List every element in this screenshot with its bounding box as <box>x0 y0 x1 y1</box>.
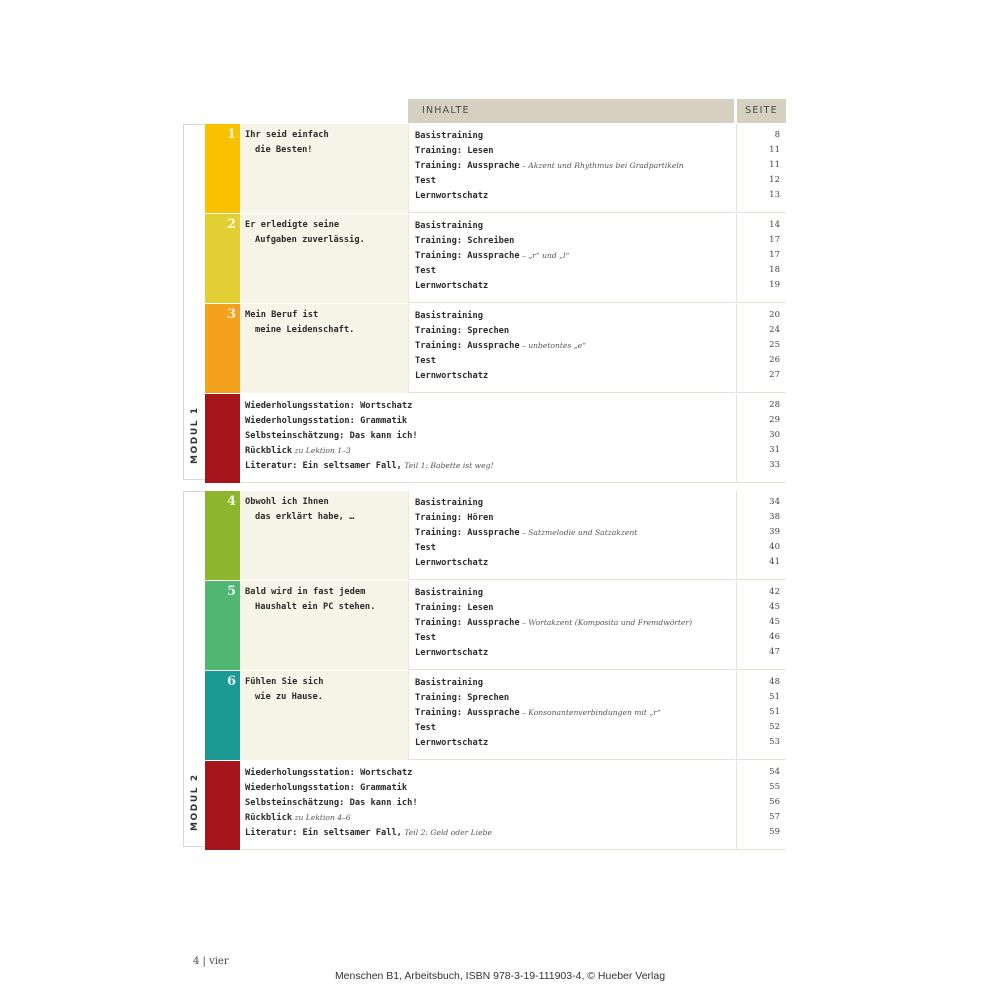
toc-entry[interactable] <box>415 630 735 645</box>
toc-entry[interactable] <box>245 413 736 428</box>
entry-label: Wiederholungsstation: Grammatik <box>245 783 408 793</box>
toc-entry[interactable] <box>415 510 735 525</box>
lesson-contents <box>408 491 735 580</box>
entry-label: Training: Aussprache <box>415 341 520 351</box>
lesson-block <box>205 304 786 393</box>
entry-subtitle: – „r“ und „l“ <box>519 251 570 260</box>
entry-label: Basistraining <box>415 311 483 321</box>
entry-label: Selbsteinschätzung: Das kann ich! <box>245 798 418 808</box>
toc-entry[interactable] <box>245 765 736 780</box>
lesson-color-strip <box>205 491 240 580</box>
toc-entry[interactable] <box>415 600 735 615</box>
review-contents <box>240 761 736 850</box>
lesson-number: 2 <box>226 217 236 232</box>
entry-label: Training: Hören <box>415 513 494 523</box>
lesson-color-strip <box>205 214 240 303</box>
entry-page: 26 <box>769 355 780 365</box>
entry-page: 18 <box>769 265 780 275</box>
entry-subtitle: – Satzmelodie und Satzakzent <box>519 528 638 537</box>
review-pages <box>736 394 786 483</box>
entry-subtitle: Teil 2: Geld oder Liebe <box>401 828 492 837</box>
entry-label: Training: Schreiben <box>415 236 515 246</box>
lesson-color-strip <box>205 304 240 393</box>
entry-label: Literatur: Ein seltsamer Fall, <box>245 461 402 471</box>
entry-page: 28 <box>769 400 780 410</box>
entry-page: 57 <box>769 812 780 822</box>
entry-label: Training: Aussprache <box>415 618 520 628</box>
toc-entry[interactable] <box>245 428 736 443</box>
lesson-contents <box>408 124 735 213</box>
lesson-block <box>205 214 786 303</box>
toc-entry[interactable] <box>415 278 735 293</box>
toc-entry[interactable] <box>415 323 735 338</box>
toc-entry[interactable] <box>245 443 736 458</box>
entry-page: 38 <box>769 512 780 522</box>
lesson-title <box>240 214 408 303</box>
toc-entry[interactable] <box>415 218 735 233</box>
review-block <box>205 394 786 483</box>
toc-entry[interactable] <box>415 540 735 555</box>
toc-entry[interactable] <box>415 173 735 188</box>
entry-page: 55 <box>769 782 780 792</box>
lesson-pages <box>736 214 786 303</box>
entry-label: Lernwortschatz <box>415 738 489 748</box>
entry-page: 29 <box>769 415 780 425</box>
lesson-color-strip <box>205 124 240 213</box>
toc-entry[interactable] <box>415 128 735 143</box>
lesson-title <box>240 491 408 580</box>
toc-entry[interactable] <box>415 233 735 248</box>
entry-label: Training: Aussprache <box>415 708 520 718</box>
toc-entry[interactable] <box>245 780 736 795</box>
entry-page: 46 <box>769 632 780 642</box>
toc-entry[interactable] <box>415 353 735 368</box>
entry-label: Basistraining <box>415 221 483 231</box>
lesson-number: 1 <box>226 127 236 142</box>
entry-subtitle: zu Lektion 1–3 <box>292 446 351 455</box>
lesson-pages <box>736 124 786 213</box>
entry-label: Selbsteinschätzung: Das kann ich! <box>245 431 418 441</box>
entry-subtitle: zu Lektion 4–6 <box>292 813 351 822</box>
review-block <box>205 761 786 850</box>
lesson-title-line: wie zu Hause. <box>255 691 323 702</box>
entry-page: 13 <box>769 190 780 200</box>
lesson-title <box>240 124 408 213</box>
entry-subtitle: – Konsonantenverbindungen mit „r“ <box>519 708 661 717</box>
lesson-pages <box>736 581 786 670</box>
toc-entry[interactable] <box>415 690 735 705</box>
lesson-title-line: die Besten! <box>255 144 313 155</box>
toc-entry[interactable] <box>415 615 735 630</box>
module-label: MODUL 1 <box>190 406 200 464</box>
entry-page: 47 <box>769 647 780 657</box>
entry-page: 51 <box>769 707 780 717</box>
toc-entry[interactable] <box>415 645 735 660</box>
entry-label: Training: Sprechen <box>415 693 510 703</box>
toc-entry[interactable] <box>245 810 736 825</box>
page-number: 4 | vier <box>193 956 229 967</box>
lesson-contents <box>408 214 735 303</box>
entry-page: 17 <box>769 235 780 245</box>
entry-label: Wiederholungsstation: Grammatik <box>245 416 408 426</box>
entry-page: 17 <box>769 250 780 260</box>
lesson-color-strip <box>205 581 240 670</box>
entry-page: 25 <box>769 340 780 350</box>
entry-page: 56 <box>769 797 780 807</box>
toc-entry[interactable] <box>415 675 735 690</box>
entry-label: Training: Lesen <box>415 146 494 156</box>
lesson-contents <box>408 304 735 393</box>
entry-label: Wiederholungsstation: Wortschatz <box>245 768 413 778</box>
entry-page: 48 <box>769 677 780 687</box>
lesson-number: 4 <box>226 494 236 509</box>
toc-entry[interactable] <box>245 398 736 413</box>
toc-entry[interactable] <box>415 308 735 323</box>
entry-subtitle: – Akzent und Rhythmus bei Gradpartikeln <box>519 161 684 170</box>
entry-page: 53 <box>769 737 780 747</box>
lesson-title-line: das erklärt habe, … <box>255 511 355 522</box>
entry-label: Basistraining <box>415 588 483 598</box>
toc-entry[interactable] <box>415 555 735 570</box>
module-label: MODUL 2 <box>190 773 200 831</box>
lesson-number: 5 <box>226 584 236 599</box>
entry-label: Lernwortschatz <box>415 191 489 201</box>
lesson-number: 3 <box>226 307 236 322</box>
toc-entry[interactable] <box>415 368 735 383</box>
entry-page: 45 <box>769 602 780 612</box>
entry-page: 12 <box>769 175 780 185</box>
entry-page: 24 <box>769 325 780 335</box>
lesson-block <box>205 491 786 580</box>
entry-page: 41 <box>769 557 780 567</box>
entry-label: Test <box>415 723 436 733</box>
entry-page: 59 <box>769 827 780 837</box>
lesson-title-line: meine Leidenschaft. <box>255 324 355 335</box>
toc-entry[interactable] <box>415 705 735 720</box>
entry-page: 51 <box>769 692 780 702</box>
entry-page: 54 <box>769 767 780 777</box>
lesson-contents <box>408 581 735 670</box>
entry-page: 30 <box>769 430 780 440</box>
toc-entry[interactable] <box>415 525 735 540</box>
entry-subtitle: Teil 1: Babette ist weg! <box>401 461 494 470</box>
entry-page: 27 <box>769 370 780 380</box>
entry-label: Training: Sprechen <box>415 326 510 336</box>
entry-label: Test <box>415 633 436 643</box>
lesson-title <box>240 671 408 760</box>
lesson-title-line: Aufgaben zuverlässig. <box>255 234 365 245</box>
toc-entry[interactable] <box>415 338 735 353</box>
lesson-pages <box>736 304 786 393</box>
entry-label: Test <box>415 176 436 186</box>
entry-page: 8 <box>774 130 780 140</box>
lesson-title-line: Er erledigte seine <box>245 220 340 230</box>
entry-page: 42 <box>769 587 780 597</box>
lesson-block <box>205 581 786 670</box>
entry-label: Lernwortschatz <box>415 558 489 568</box>
footer-credit: Menschen B1, Arbeitsbuch, ISBN 978-3-19-111903-4, © Hueber Verlag <box>334 970 666 982</box>
toc-entry[interactable] <box>415 248 735 263</box>
entry-label: Training: Lesen <box>415 603 494 613</box>
entry-label: Basistraining <box>415 498 483 508</box>
lesson-color-strip <box>205 671 240 760</box>
entry-label: Rückblick <box>245 446 293 456</box>
review-color-strip <box>205 761 240 850</box>
entry-label: Test <box>415 356 436 366</box>
entry-page: 52 <box>769 722 780 732</box>
toc-entry[interactable] <box>415 143 735 158</box>
entry-label: Test <box>415 543 436 553</box>
entry-page: 33 <box>769 460 780 470</box>
entry-label: Test <box>415 266 436 276</box>
header-inhalte: INHALTE <box>408 99 734 123</box>
lesson-title-line: Ihr seid einfach <box>245 130 329 140</box>
header-seite: SEITE <box>737 99 786 123</box>
entry-label: Lernwortschatz <box>415 371 489 381</box>
lesson-title-line: Haushalt ein PC stehen. <box>255 601 376 612</box>
lesson-title-line: Mein Beruf ist <box>245 310 319 320</box>
toc-entry[interactable] <box>245 825 736 840</box>
review-color-strip <box>205 394 240 483</box>
lesson-title-line: Bald wird in fast jedem <box>245 587 366 597</box>
entry-page: 14 <box>769 220 780 230</box>
toc-entry[interactable] <box>415 263 735 278</box>
lesson-pages <box>736 671 786 760</box>
lesson-block <box>205 671 786 760</box>
entry-label: Lernwortschatz <box>415 648 489 658</box>
entry-label: Literatur: Ein seltsamer Fall, <box>245 828 402 838</box>
entry-page: 20 <box>769 310 780 320</box>
entry-label: Rückblick <box>245 813 293 823</box>
lesson-contents <box>408 671 735 760</box>
lesson-title-line: Fühlen Sie sich <box>245 677 324 687</box>
entry-label: Basistraining <box>415 131 483 141</box>
lesson-title <box>240 304 408 393</box>
entry-page: 11 <box>769 160 780 170</box>
entry-page: 39 <box>769 527 780 537</box>
entry-page: 31 <box>769 445 780 455</box>
entry-label: Wiederholungsstation: Wortschatz <box>245 401 413 411</box>
entry-page: 34 <box>769 497 780 507</box>
entry-page: 19 <box>769 280 780 290</box>
toc-entry[interactable] <box>415 495 735 510</box>
lesson-title-line: Obwohl ich Ihnen <box>245 497 329 507</box>
review-contents <box>240 394 736 483</box>
toc-entry[interactable] <box>415 188 735 203</box>
entry-subtitle: – unbetontes „e“ <box>519 341 587 350</box>
entry-label: Basistraining <box>415 678 483 688</box>
lesson-number: 6 <box>226 674 236 689</box>
entry-label: Training: Aussprache <box>415 251 520 261</box>
toc-entry[interactable] <box>415 735 735 750</box>
toc-entry[interactable] <box>415 585 735 600</box>
entry-subtitle: – Wortakzent (Komposita und Fremdwörter) <box>519 618 693 627</box>
lesson-title <box>240 581 408 670</box>
toc-entry[interactable] <box>415 158 735 173</box>
entry-page: 11 <box>769 145 780 155</box>
entry-page: 40 <box>769 542 780 552</box>
toc-entry[interactable] <box>245 795 736 810</box>
toc-entry[interactable] <box>245 458 736 473</box>
entry-label: Training: Aussprache <box>415 161 520 171</box>
lesson-block <box>205 124 786 213</box>
toc-entry[interactable] <box>415 720 735 735</box>
entry-label: Training: Aussprache <box>415 528 520 538</box>
entry-page: 45 <box>769 617 780 627</box>
review-pages <box>736 761 786 850</box>
lesson-pages <box>736 491 786 580</box>
entry-label: Lernwortschatz <box>415 281 489 291</box>
